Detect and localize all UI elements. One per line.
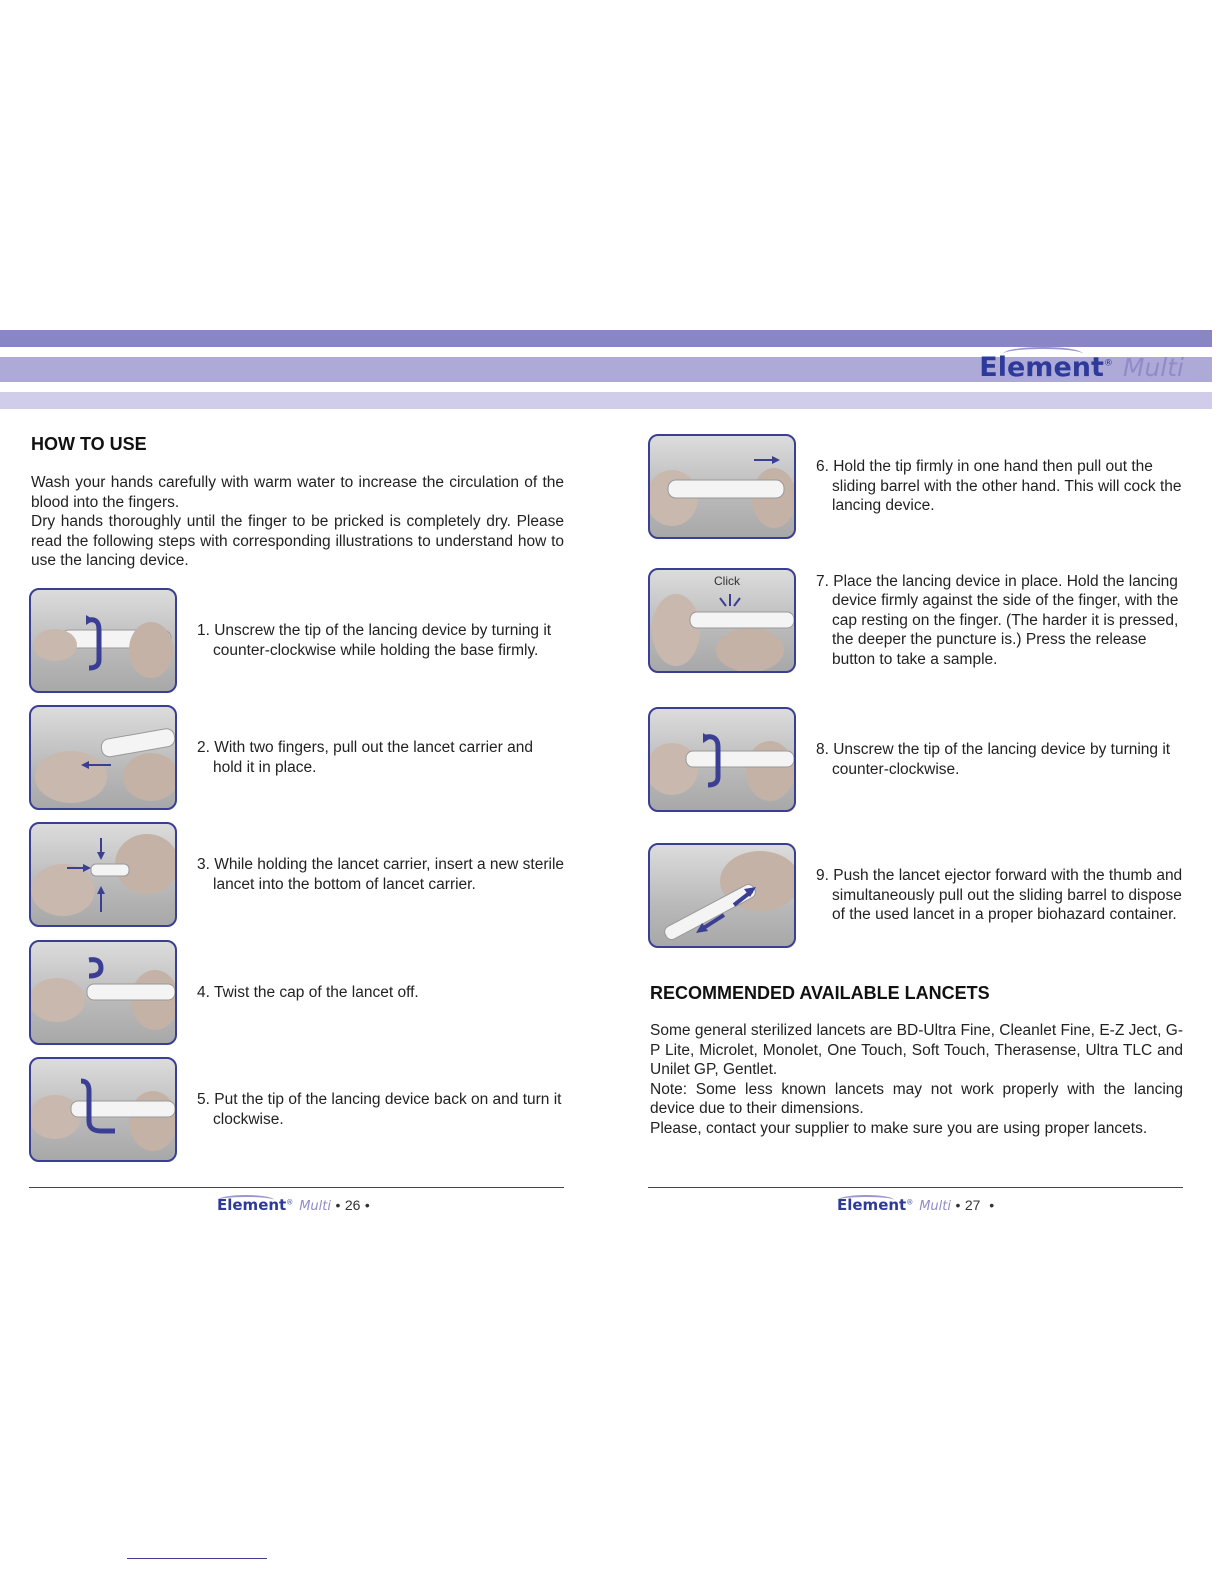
lancets-paragraph-1: Some general sterilized lancets are BD-Ultra Fine, Cleanlet Fine, E-Z Ject, G-P Lite, Microlet, Monolet, One Touch, Soft Touch, Therasense, Ultra TLC and Unilet GP, Gentlet. [650, 1022, 1183, 1078]
left-footer: Element® Multi • 26 • [217, 1196, 370, 1214]
click-label: Click [714, 574, 740, 588]
step-5 [29, 1057, 564, 1162]
header-brand-logo: Element® Multi [979, 352, 1184, 383]
step-3-text: 3. While holding the lancet carrier, insert a new sterile lancet into the bottom of lancet carrier. [197, 856, 565, 893]
step-6 [648, 434, 1183, 539]
intro-paragraph-1: Wash your hands carefully with warm water to increase the circulation of the blood into the fingers. [31, 474, 564, 511]
step-1 [29, 588, 564, 693]
step-5-text: 5. Put the tip of the lancing device back on and turn it clockwise. [197, 1091, 562, 1128]
left-footer-rule [29, 1187, 564, 1188]
step-8 [648, 707, 1183, 812]
step-9-text: 9. Push the lancet ejector forward with the thumb and simultaneously pull out the sliding barrel to dispose of the used lancet in a proper biohazard container. [816, 867, 1183, 924]
step-9 [648, 843, 1183, 948]
lancets-heading: RECOMMENDED AVAILABLE LANCETS [650, 983, 990, 1003]
header-band-top [0, 330, 1212, 347]
step-1-illustration [29, 588, 177, 693]
step-5-illustration [29, 1057, 177, 1162]
step-7 [648, 568, 1183, 673]
right-page-number: 27 [964, 1197, 981, 1213]
right-footer-rule [648, 1187, 1183, 1188]
step-4 [29, 940, 564, 1045]
step-2-text: 2. With two fingers, pull out the lancet carrier and hold it in place. [197, 739, 533, 776]
step-4-text: 4. Twist the cap of the lancet off. [197, 983, 419, 1001]
step-7-illustration [648, 568, 796, 673]
step-6-text: 6. Hold the tip firmly in one hand then pull out the sliding barrel with the other hand. This will cock the lancing device. [816, 458, 1182, 515]
step-8-text: 8. Unscrew the tip of the lancing device by turning it counter-clockwise. [816, 741, 1171, 778]
lancets-text [650, 1021, 1183, 1138]
step-6-illustration [648, 434, 796, 539]
step-2 [29, 705, 564, 810]
bottom-rule [127, 1558, 267, 1559]
lancets-paragraph-2: Note: Some less known lancets may not work properly with the lancing device due to their dimensions. [650, 1080, 1183, 1117]
step-1-text: 1. Unscrew the tip of the lancing device by turning it counter-clockwise while holding the base firmly. [197, 622, 552, 659]
lancets-paragraph-3: Please, contact your supplier to make sure you are using proper lancets. [650, 1119, 1148, 1137]
step-2-illustration [29, 705, 177, 810]
step-7-text: 7. Place the lancing device in place. Hold the lancing device firmly against the side of the finger, with the cap resting on the finger. (The harder it is pressed, the deeper the puncture is.) Press the release button to take a sample. [816, 572, 1179, 668]
intro-text [31, 473, 564, 571]
how-to-use-heading: HOW TO USE [31, 434, 147, 454]
step-4-illustration [29, 940, 177, 1045]
intro-paragraph-2: Dry hands thoroughly until the finger to be pricked is completely dry. Please read the following steps with corresponding illustrations to understand how to use the lancing device. [31, 513, 564, 569]
step-9-illustration [648, 843, 796, 948]
right-footer: Element® Multi • 27 • [837, 1196, 995, 1214]
step-3 [29, 822, 564, 927]
left-page-number: 26 [344, 1197, 361, 1213]
header-band-bottom [0, 392, 1212, 409]
step-3-illustration [29, 822, 177, 927]
step-8-illustration [648, 707, 796, 812]
